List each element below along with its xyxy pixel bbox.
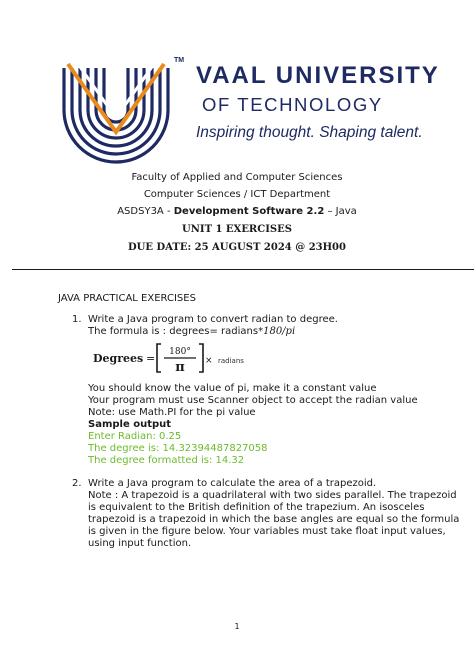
department-line: Computer Sciences / ICT Department	[143, 189, 331, 200]
course-separator: -	[163, 206, 174, 217]
exercise1-line2	[88, 326, 295, 338]
course-line	[0, 206, 474, 217]
formula-unit: radians	[218, 357, 244, 365]
sample-output-line: The degree is: 14.32394487827058	[88, 443, 268, 454]
exercise1-number: 1.	[72, 314, 82, 325]
unit-title: UNIT 1 EXERCISES	[182, 224, 292, 235]
formula-denominator: π	[175, 360, 185, 375]
page-number: 1	[234, 622, 240, 631]
sample-output-line: The degree formatted is: 14.32	[88, 455, 245, 466]
faculty-line: Faculty of Applied and Computer Sciences	[131, 172, 343, 183]
section-title: JAVA PRACTICAL EXERCISES	[58, 293, 196, 304]
course-language: – Java	[324, 206, 357, 217]
exercise2-line: Note : A trapezoid is a quadrilateral with two sides parallel. The trapezoid	[88, 490, 457, 501]
trademark: TM	[174, 57, 185, 64]
university-name: VAAL UNIVERSITY	[196, 62, 440, 89]
header-divider	[12, 269, 474, 270]
formula-label: Degrees	[93, 352, 144, 365]
exercise1-note2: Your program must use Scanner object to accept the radian value	[88, 395, 418, 406]
sample-output-line: Enter Radian: 0.25	[88, 431, 182, 442]
university-subname: OF TECHNOLOGY	[202, 94, 383, 115]
university-tagline: Inspiring thought. Shaping talent.	[196, 124, 423, 141]
course-name: Development Software 2.2	[173, 206, 325, 217]
exercise2-line: is given in the figure below. Your variables must take float input values,	[88, 526, 446, 537]
exercise1-formula-inline: 180/pi	[263, 326, 296, 337]
exercise2-line: is equivalent to the British definition of the trapezium. An isosceles	[88, 502, 425, 513]
university-logo-icon	[60, 58, 172, 170]
exercise1-formula-text: The formula is : degrees= radians*	[88, 326, 264, 337]
exercise2-number: 2.	[72, 478, 82, 489]
exercise2-line: using input function.	[88, 538, 192, 549]
formula-times: ×	[205, 356, 213, 366]
exercise2-line: Write a Java program to calculate the area of a trapezoid.	[88, 478, 377, 489]
exercise1-note1: You should know the value of pi, make it a constant value	[88, 383, 377, 394]
degree-formula	[93, 341, 263, 375]
formula-numerator: 180°	[169, 347, 191, 357]
sample-output-title: Sample output	[88, 419, 172, 430]
exercise1-note3: Note: use Math.PI for the pi value	[88, 407, 256, 418]
course-code: ASDSY3A	[117, 206, 164, 217]
due-date: DUE DATE: 25 AUGUST 2024 @ 23H00	[128, 242, 346, 253]
exercise2-line: trapezoid is a trapezoid in which the base angles are equal so the formula	[88, 514, 460, 525]
exercise1-line1: Write a Java program to convert radian to degree.	[88, 314, 338, 325]
formula-equals: =	[146, 352, 156, 365]
